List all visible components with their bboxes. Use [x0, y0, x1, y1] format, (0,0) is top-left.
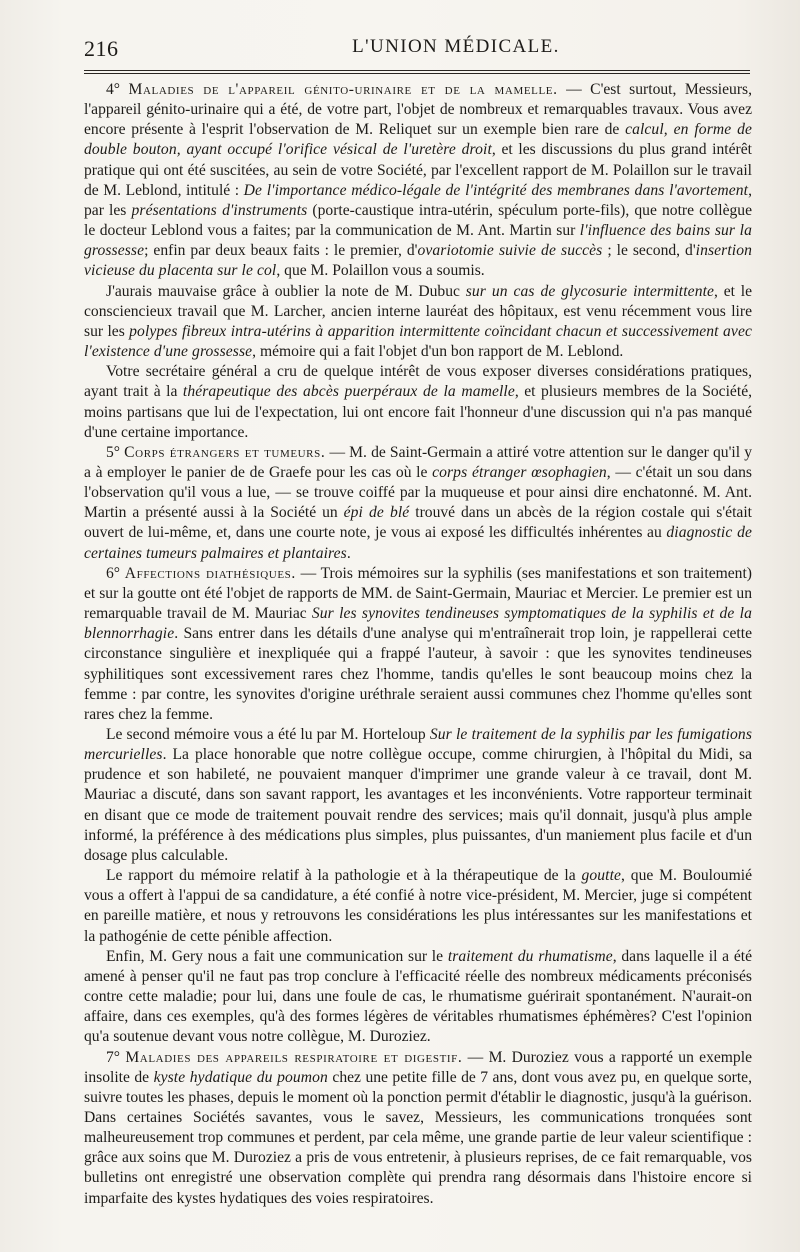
italic-title: présentations d'instruments — [131, 201, 308, 219]
italic-title: kyste hydatique du poumon — [153, 1068, 328, 1086]
italic-title: polypes fibreux intra-utérins à apparition intermittente coïncidant chacun et successivement avec l'existence d'une grossesse — [84, 322, 752, 361]
text-run: Enfin, M. Gery nous a fait une communication sur le — [106, 947, 448, 965]
text-run: . Sans entrer dans les détails d'une analyse qui m'entraînerait trop loin, je rappellerai cette circonstance singulière et inexpliquée qui a frappé l'auteur, à savoir : que les synovites tendineuses syphilitiques sont excessivement rares chez l'homme, tandis qu'elles le sont beaucoup moins chez la femme : par contre, les synovites d'origine uréthrale seraient aussi communes chez l'homme qu'elles sont rares chez la femme. — [84, 625, 752, 723]
paragraph-gout — [84, 866, 752, 947]
italic-title: corps étranger œsophagien — [432, 463, 607, 481]
paragraph-foreign-bodies-tumors — [84, 443, 752, 564]
section-heading: Affections diathésiques. — [124, 564, 296, 582]
text-run: , que M. Bouloumié vous a offert à l'appui de sa candidature, a été confié à notre vice-président, M. Mercier, juge si compétent en pareille matière, et nous y retrouvons les considérations les plus intéressantes sur les manifestations et la pathogénie de cette pénible affection. — [84, 867, 752, 945]
text-run: ; le second, d' — [602, 242, 696, 260]
italic-title: diagnostic de certaines tumeurs palmaires et plantaires — [84, 524, 752, 562]
paragraph-mammary-abscess — [84, 362, 752, 443]
italic-title: l'influence des bains sur la grossesse — [84, 222, 752, 260]
paragraph-respiratory-digestive — [84, 1048, 752, 1209]
header-rule — [84, 70, 750, 74]
text-run: trouvé dans un abcès de la région costale qui s'était ouvert de lui-même, et, dans une courte note, je vous ai exposé les difficultés inhérentes au — [84, 504, 753, 542]
text-run: , que M. Polaillon vous a soumis. — [276, 262, 485, 280]
text-run: , par les — [84, 181, 752, 219]
italic-title: insertion vicieuse du placenta sur le col — [84, 242, 752, 280]
italic-title: goutte — [581, 867, 622, 885]
text-run: , — c'était un sou dans l'observation qu'il vous a lue, — se trouve coiffé par la muqueuse et pour ainsi dire enchatonné. M. Ant. Martin a présenté aussi à la Société un — [84, 463, 753, 522]
italic-title: Sur le traitement de la syphilis par les fumigations mercurielles — [84, 726, 752, 764]
text-run: — C'est surtout, Messieurs, l'appareil génito-urinaire qui a été, de votre part, l'objet de nombreux et remarquables travaux. Vous avez encore présente à l'esprit l'observation de M. Reliquet sur un exemple bien rare de — [84, 81, 752, 139]
text-run: . — [346, 544, 351, 562]
text-run: Le second mémoire vous a été lu par M. Horteloup — [106, 726, 430, 743]
italic-title: Sur les synovites tendineuses symptomatiques de la syphilis et de la blennorrhagie — [84, 605, 753, 643]
italic-title: thérapeutique des abcès puerpéraux de la mamelle — [182, 383, 515, 401]
text-run: , dans laquelle il a été amené à penser qu'il ne faut pas trop conclure à l'efficacité réelle des nombreux médicaments préconisés contre cette maladie; pour lui, dans une foule de cas, le rhumatisme guérirait spontanément. N'aurait-on affaire, dans ces exemples, qu'à des formes légères de véritables rhumatismes éphémères? C'est l'opinion qu'a soutenue devant vous notre collègue, M. Duroziez. — [84, 947, 752, 1046]
text-run: ; enfin par deux beaux faits : le premier, d' — [144, 242, 418, 260]
text-run: (porte-caustique intra-utérin, spéculum porte-fils), que notre collègue le docteur Leblond vous a faites; par la communication de M. Ant. Martin sur — [84, 201, 753, 240]
section-heading: Maladies des appareils respiratoire et digestif. — [125, 1048, 463, 1066]
running-header — [84, 36, 748, 66]
text-run: — M. de Saint-Germain a attiré votre attention sur le danger qu'il y a à employer le panier de de Graefe pour les cas où le — [84, 443, 752, 481]
section-heading: Corps étrangers et tumeurs. — [124, 443, 326, 461]
paragraph-rheumatism — [84, 947, 752, 1048]
text-run: 4° — [106, 81, 129, 98]
text-run: , et plusieurs membres de la Société, moins partisans que lui de l'expectation, lui ont encore fait l'honneur d'une discussion qui n'a pas manqué d'une certaine importance. — [84, 383, 753, 441]
text-run: 6° — [106, 564, 125, 582]
text-run: — Trois mémoires sur la syphilis (ses manifestations et son traitement) et sur la goutte ont été l'objet de rapports de MM. de Saint-Germain, Mauriac et Mercier. Le premier est un remarquable travail de M. Mauriac — [84, 564, 752, 623]
italic-title: traitement du rhumatisme — [447, 947, 613, 965]
text-run: chez une petite fille de 7 ans, dont vous avez pu, en quelque sorte, suivre toutes les phases, depuis le moment où la ponction permit d'établir le diagnostic, jusqu'à la guérison. Dans certaines Sociétés savantes, vous le savez, Messieurs, les communications tronquées sont malheureusement trop communes et perdent, par cela même, une grande partie de leur valeur scientifique : grâce aux soins que M. Duroziez a pris de vous entretenir, à plusieurs reprises, de ce fait remarquable, vos bulletins ont enregistré une observation complète qui prendra rang désormais dans l'histoire encore si imparfaite des kystes hydatiques des voies respiratoires. — [84, 1068, 752, 1207]
page-number: 216 — [84, 36, 119, 61]
italic-title: calcul, en forme de double bouton, ayant occupé l'orifice vésical de l'uretère droit — [84, 121, 752, 159]
text-run: 7° — [106, 1048, 126, 1066]
section-heading: Maladies de l'appareil génito-urinaire et de la mamelle. — [128, 81, 558, 98]
text-run: , et les discussions du plus grand intérêt pratique qui ont été suscitées, au sein de votre Société, par l'excellent rapport de M. Polaillon sur le travail de M. Leblond, intitulé : — [84, 141, 752, 199]
italic-title: épi de blé — [343, 504, 410, 522]
text-run: J'aurais mauvaise grâce à oublier la note de M. Dubuc — [106, 282, 466, 300]
text-run: , mémoire qui a fait l'objet d'un bon rapport de M. Leblond. — [252, 343, 624, 361]
paragraph-dubuc-larcher — [84, 282, 752, 363]
text-run: — M. Duroziez vous a rapporté un exemple insolite de — [84, 1048, 752, 1086]
italic-title: ovariotomie suivie de succès — [417, 242, 603, 260]
text-run: 5° — [106, 443, 125, 461]
article-body — [84, 80, 752, 1232]
italic-title: sur un cas de glycosurie intermittente — [465, 282, 715, 300]
text-run: Le rapport du mémoire relatif à la pathologie et à la thérapeutique de la — [106, 867, 582, 885]
text-run: , et le consciencieux travail que M. Larcher, ancien interne lauréat des hôpitaux, est venu récemment vous lire sur les — [84, 282, 752, 340]
paragraph-horteloup-syphilis — [84, 725, 752, 866]
text-run: . La place honorable que notre collègue occupe, comme chirurgien, à l'hôpital du Midi, sa prudence et son habileté, ne pouvaient manquer d'imprimer une grande valeur à ce travail, dont M. Mauriac a discuté, dans son savant rapport, les avantages et les inconvénients. Votre rapporteur terminait en disant que ce mode de traitement pouvait rendre des services; mais qu'il donnait, jusqu'à plus ample informé, la préférence à des médications plus simples, plus puissantes, d'un maniement plus facile et d'un dosage plus calculable. — [84, 746, 752, 864]
text-run: Votre secrétaire général a cru de quelque intérêt de vous exposer diverses considérations pratiques, ayant trait à la — [84, 363, 752, 401]
paragraph-genito-urinary — [84, 80, 752, 282]
journal-title: L'UNION MÉDICALE. — [352, 36, 560, 57]
italic-title: De l'importance médico-légale de l'intégrité des membranes dans l'avortement — [243, 181, 749, 199]
paragraph-diathetic-affections — [84, 564, 752, 725]
